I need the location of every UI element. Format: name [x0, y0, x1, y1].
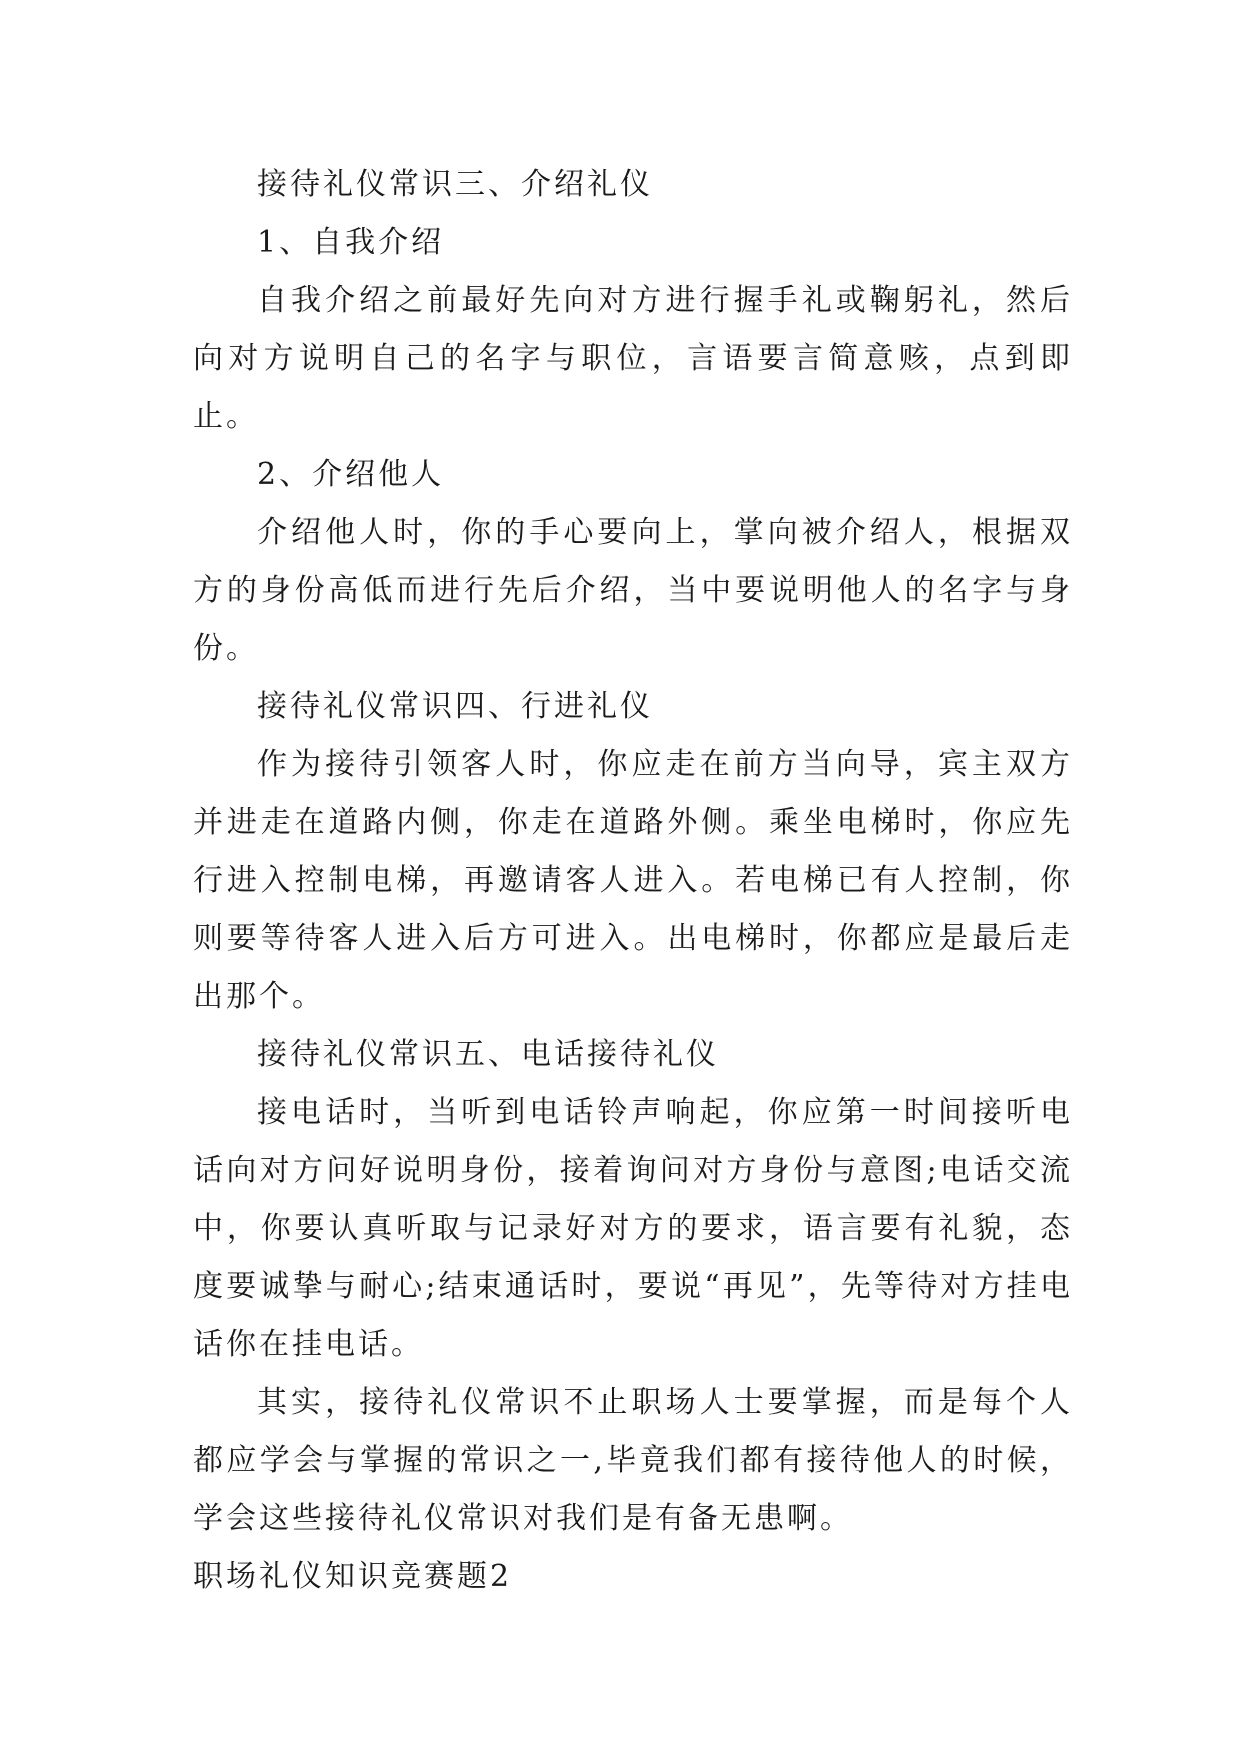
paragraph-introduce-others: 介绍他人时，你的手心要向上，掌向被介绍人，根据双方的身份高低而进行先后介绍，当中要说明他人的名字与身份。	[193, 515, 1073, 666]
section-heading-reception-three: 接待礼仪常识三、介绍礼仪	[257, 167, 653, 202]
paragraph-self-introduction: 自我介绍之前最好先向对方进行握手礼或鞠躬礼，然后向对方说明自己的名字与职位，言语要言简意赅，点到即止。	[193, 283, 1073, 434]
paragraph-walking-etiquette: 作为接待引领客人时，你应走在前方当向导，宾主双方并进走在道路内侧，你走在道路外侧。乘坐电梯时，你应先行进入控制电梯，再邀请客人进入。若电梯已有人控制，你则要等待客人进入后方可进入。出电梯时，你都应是最后走出那个。	[193, 747, 1073, 1014]
next-document-title: 职场礼仪知识竞赛题2	[193, 1559, 513, 1594]
document-body	[193, 156, 1073, 1606]
section-heading-reception-five: 接待礼仪常识五、电话接待礼仪	[257, 1037, 719, 1072]
paragraph-phone-etiquette: 接电话时，当听到电话铃声响起，你应第一时间接听电话向对方问好说明身份，接着询问对方身份与意图;电话交流中，你要认真听取与记录好对方的要求，语言要有礼貌，态度要诚挚与耐心;结束通话时，要说“再见”，先等待对方挂电话你在挂电话。	[193, 1095, 1073, 1362]
subheading-introduce-others: 2、介绍他人	[257, 457, 445, 492]
section-heading-reception-four: 接待礼仪常识四、行进礼仪	[257, 689, 653, 724]
paragraph-conclusion: 其实，接待礼仪常识不止职场人士要掌握，而是每个人都应学会与掌握的常识之一,毕竟我们都有接待他人的时候，学会这些接待礼仪常识对我们是有备无患啊。	[193, 1385, 1073, 1536]
subheading-self-introduction: 1、自我介绍	[257, 225, 445, 260]
